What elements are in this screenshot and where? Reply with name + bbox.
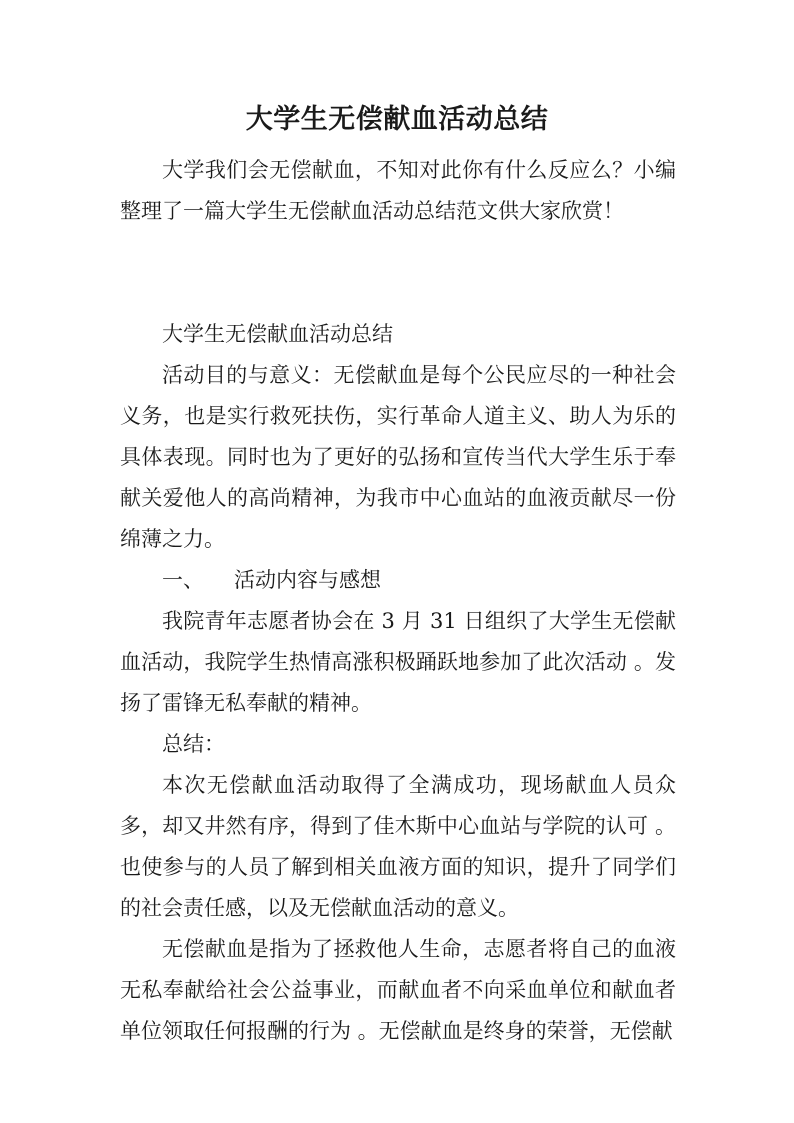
- purpose-paragraph: 活动目的与意义：无偿献血是每个公民应尽的一种社会义务，也是实行救死扶伤，实行革命人道主义、助人为乐的具体表现。同时也为了更好的弘扬和宣传当代大学生乐于奉献关爱他人的高尚精神，为我市中心血站的血液贡献尽一份绵薄之力。: [120, 363, 676, 551]
- document-title: 大学生无偿献血活动总结: [245, 104, 549, 135]
- blank-line: [120, 232, 676, 314]
- intro-paragraph: 大学我们会无偿献血，不知对此你有什么反应么？小编整理了一篇大学生无偿献血活动总结范文供大家欣赏！: [120, 158, 676, 223]
- subtitle-paragraph: 大学生无偿献血活动总结: [162, 322, 393, 346]
- section-heading: [120, 560, 676, 601]
- section-number: 一、: [162, 568, 204, 592]
- activity-paragraph: 我院青年志愿者协会在 3 月 31 日组织了大学生无偿献血活动，我院学生热情高涨积极踊跃地参加了此次活动 。发扬了雷锋无私奉献的精神。: [120, 609, 676, 715]
- section-title: 活动内容与感想: [234, 568, 381, 592]
- definition-paragraph: 无偿献血是指为了拯救他人生命，志愿者将自己的血液无私奉献给社会公益事业，而献血者不向采血单位和献血者单位领取任何报酬的行为 。无偿献血是终身的荣誉，无偿献: [120, 937, 676, 1043]
- document-body: [120, 150, 676, 1052]
- summary-paragraph: 本次无偿献血活动取得了全满成功，现场献血人员众多，却又井然有序，得到了佳木斯中心血站与学院的认可 。也使参与的人员了解到相关血液方面的知识，提升了同学们的社会责任感，以及无偿献血活动的意义。: [120, 773, 676, 920]
- summary-label: 总结：: [162, 732, 225, 756]
